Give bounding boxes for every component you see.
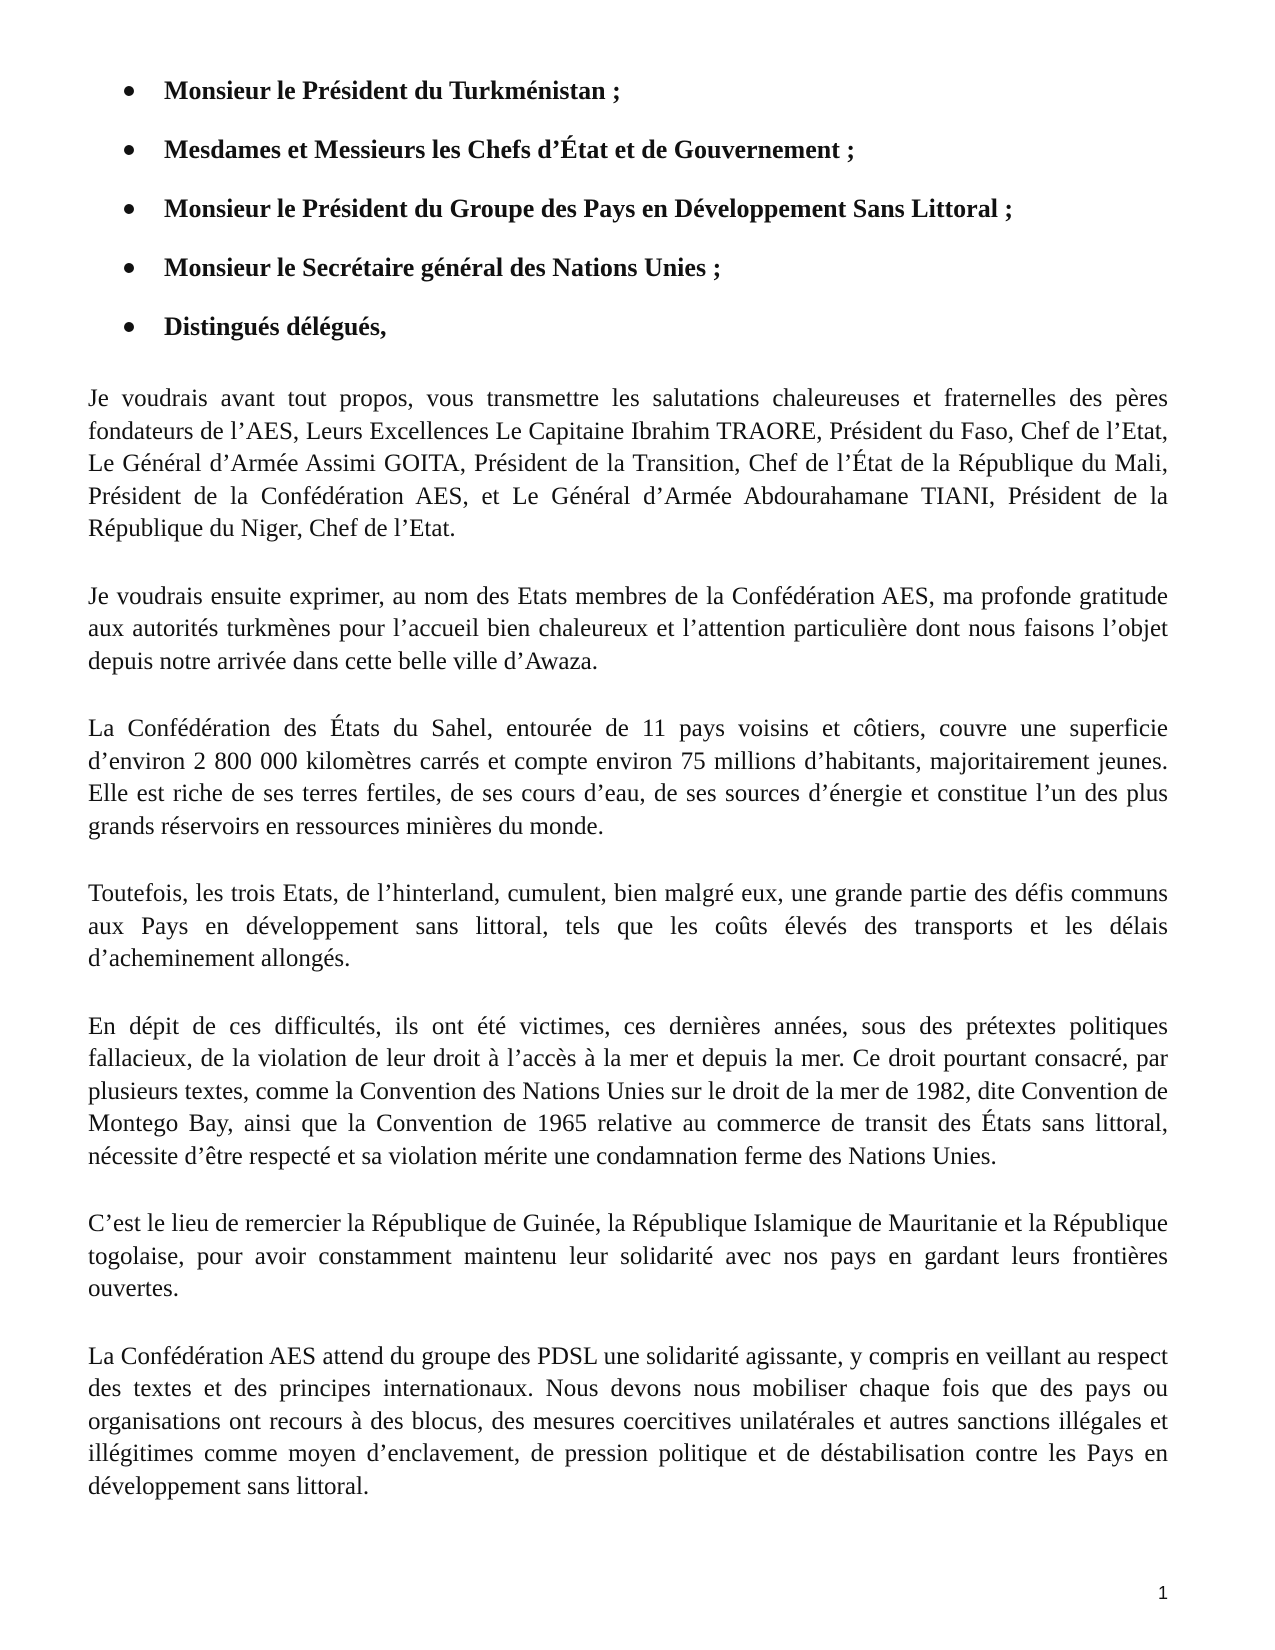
salutation-text: Monsieur le Secrétaire général des Nations Unies ; <box>164 253 722 282</box>
salutation-item <box>122 72 1162 109</box>
salutation-item <box>122 308 1162 345</box>
salutation-item <box>122 249 1162 286</box>
paragraph-sea-access: En dépit de ces difficultés, ils ont été victimes, ces dernières années, sous des prétextes politiques fallacieux, de la violation de leur droit à l’accès à la mer et depuis la mer. Ce droit pourtant consacré, par plusieurs textes, comme la Convention des Nations Unies sur le droit de la mer de 1982, dite Convention de Montego Bay, ainsi que la Convention de 1965 relative au commerce de transit des États sans littoral, nécessite d’être respecté et sa violation mérite une condamnation ferme des Nations Unies. <box>88 1012 1168 1170</box>
speech-body <box>88 383 1168 1538</box>
salutation-text: Distingués délégués, <box>164 312 387 341</box>
salutation-item <box>122 131 1162 168</box>
salutation-list <box>122 72 1162 367</box>
page-number: 1 <box>1157 1583 1168 1603</box>
paragraph-challenges: Toutefois, les trois Etats, de l’hinterland, cumulent, bien malgré eux, une grande partie des défis communs aux Pays en développement sans littoral, tels que les coûts élevés des transports et les délais d’acheminement allongés. <box>88 880 1168 972</box>
salutation-item <box>122 190 1162 227</box>
bullet-icon <box>124 263 134 273</box>
salutation-text: Mesdames et Messieurs les Chefs d’État et de Gouvernement ; <box>164 135 856 164</box>
bullet-icon <box>124 145 134 155</box>
paragraph-solidarity: La Confédération AES attend du groupe des PDSL une solidarité agissante, y compris en veillant au respect des textes et des principes internationaux. Nous devons nous mobiliser chaque fois que des pays ou organisations ont recours à des blocus, des mesures coercitives unilatérales et autres sanctions illégales et illégitimes comme moyen d’enclavement, de pression politique et de déstabilisation contre les Pays en développement sans littoral. <box>88 1342 1168 1500</box>
salutation-text: Monsieur le Président du Groupe des Pays en Développement Sans Littoral ; <box>164 194 1014 223</box>
bullet-icon <box>124 204 134 214</box>
bullet-icon <box>124 322 134 332</box>
paragraph-sahel-overview: La Confédération des États du Sahel, entourée de 11 pays voisins et côtiers, couvre une superficie d’environ 2 800 000 kilomètres carrés et compte environ 75 millions d’habitants, majoritairement jeunes. Elle est riche de ses terres fertiles, de ses cours d’eau, de ses sources d’énergie et constitue l’un des plus grands réservoirs en ressources minières du monde. <box>88 715 1168 840</box>
paragraph-thanks: C’est le lieu de remercier la République de Guinée, la République Islamique de Mauritanie et la République togolaise, pour avoir constamment maintenu leur solidarité avec nos pays en gardant leurs frontières ouvertes. <box>88 1210 1168 1302</box>
bullet-icon <box>124 86 134 96</box>
salutation-text: Monsieur le Président du Turkménistan ; <box>164 76 621 105</box>
paragraph-gratitude: Je voudrais ensuite exprimer, au nom des Etats membres de la Confédération AES, ma profonde gratitude aux autorités turkmènes pour l’accueil bien chaleureux et l’attention particulière dont nous faisons l’objet depuis notre arrivée dans cette belle ville d’Awaza. <box>88 582 1168 675</box>
paragraph-greetings: Je voudrais avant tout propos, vous transmettre les salutations chaleureuses et fraternelles des pères fondateurs de l’AES, Leurs Excellences Le Capitaine Ibrahim TRAORE, Président du Faso, Chef de l’Etat, Le Général d’Armée Assimi GOITA, Président de la Transition, Chef de l’État de la République du Mali, Président de la Confédération AES, et Le Général d’Armée Abdourahamane TIANI, Président de la République du Niger, Chef de l’Etat. <box>88 385 1168 542</box>
